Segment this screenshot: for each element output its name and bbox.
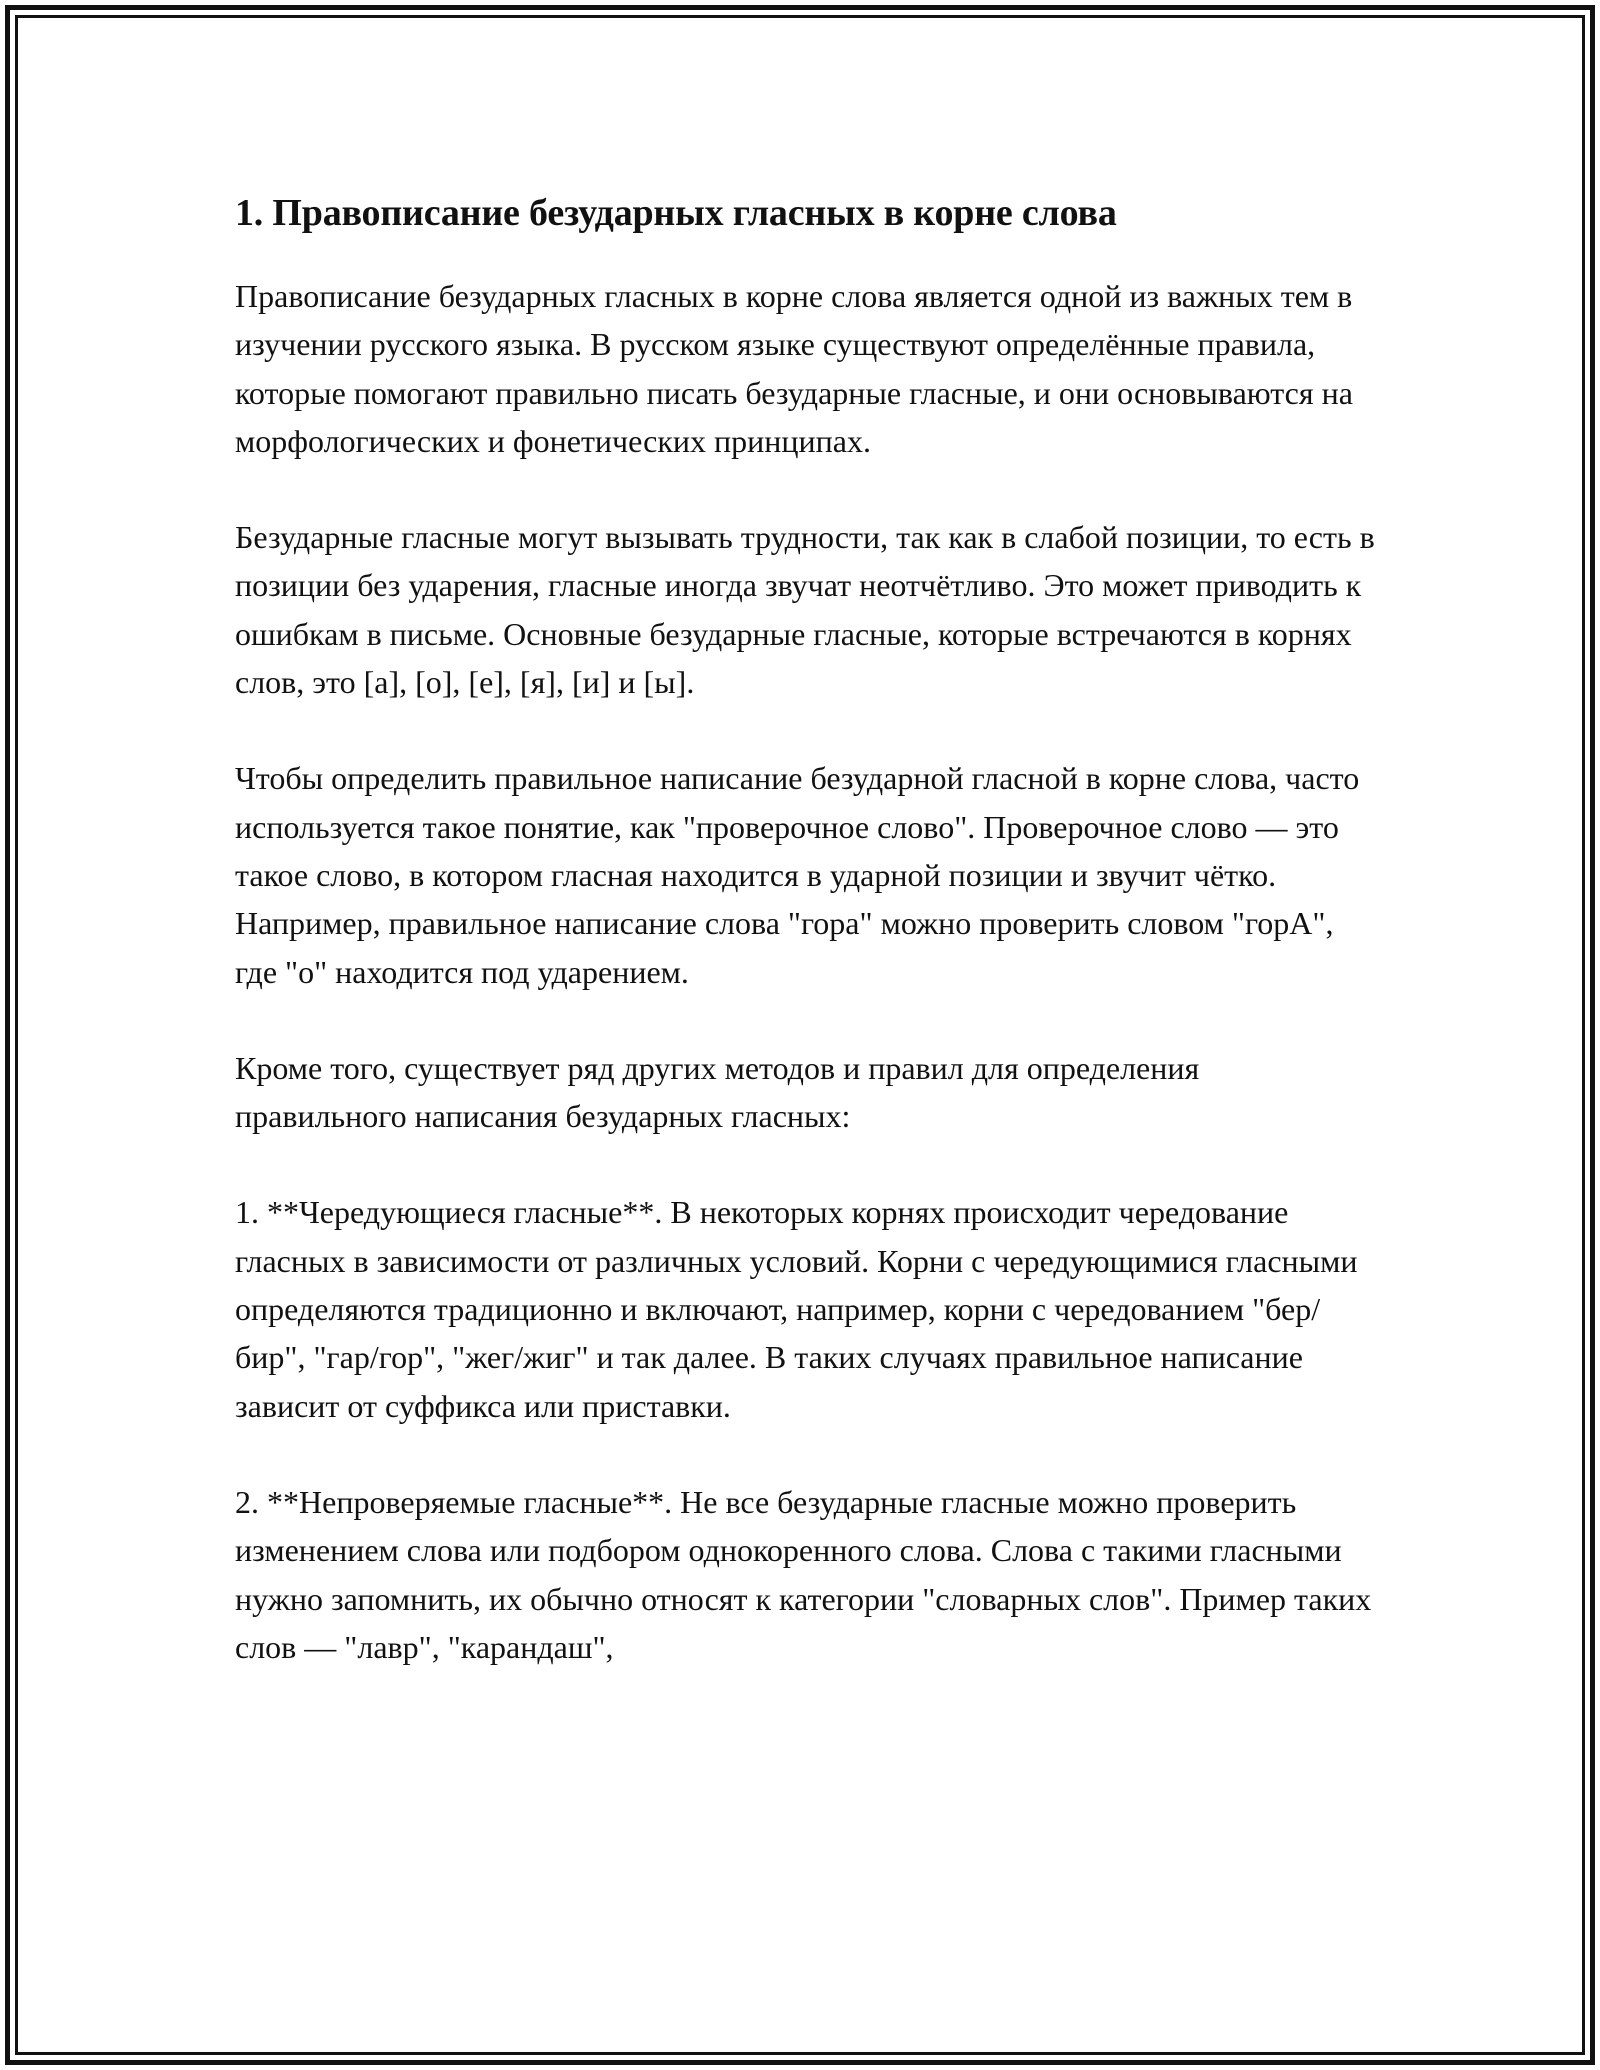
list-item-alternating-vowels: 1. **Чередующиеся гласные**. В некоторых корнях происходит чередование гласных в зависимости от различных условий. Корни с чередующимися гласными определяются традиционно и включают, например, корни с чередованием "бер/бир", "гар/гор", "жег/жиг" и так далее. В таких случаях правильное написание зависит от суффикса или приставки. bbox=[235, 1194, 1358, 1424]
paragraph-difficulties: Безударные гласные могут вызывать трудности, так как в слабой позиции, то есть в позиции без ударения, гласные иногда звучат неотчётливо. Это может приводить к ошибкам в письме. Основные безударные гласные, которые встречаются в корнях слов, это [а], [о], [е], [я], [и] и [ы]. bbox=[235, 519, 1375, 701]
document-content bbox=[235, 188, 1375, 1671]
section-heading: 1. Правописание безударных гласных в корне слова bbox=[235, 192, 1117, 234]
list-item-unverifiable-vowels: 2. **Непроверяемые гласные**. Не все безударные гласные можно проверить изменением слова или подбором однокоренного слова. Слова с такими гласными нужно запомнить, их обычно относят к категории "словарных слов". Пример таких слов — "лавр", "карандаш", bbox=[235, 1483, 1372, 1665]
paragraph-other-methods: Кроме того, существует ряд других методов и правил для определения правильного написания безударных гласных: bbox=[235, 1049, 1200, 1135]
paragraph-intro: Правописание безударных гласных в корне слова является одной из важных тем в изучении русского языка. В русском языке существуют определённые правила, которые помогают правильно писать безударные гласные, и они основываются на морфологических и фонетических принципах. bbox=[235, 278, 1353, 459]
paragraph-test-word: Чтобы определить правильное написание безударной гласной в корне слова, часто используется такое понятие, как "проверочное слово". Проверочное слово — это такое слово, в котором гласная находится в ударной позиции и звучит чётко. Например, правильное написание слова "гора" можно проверить словом "горА", где "о" находится под ударением. bbox=[235, 760, 1360, 990]
